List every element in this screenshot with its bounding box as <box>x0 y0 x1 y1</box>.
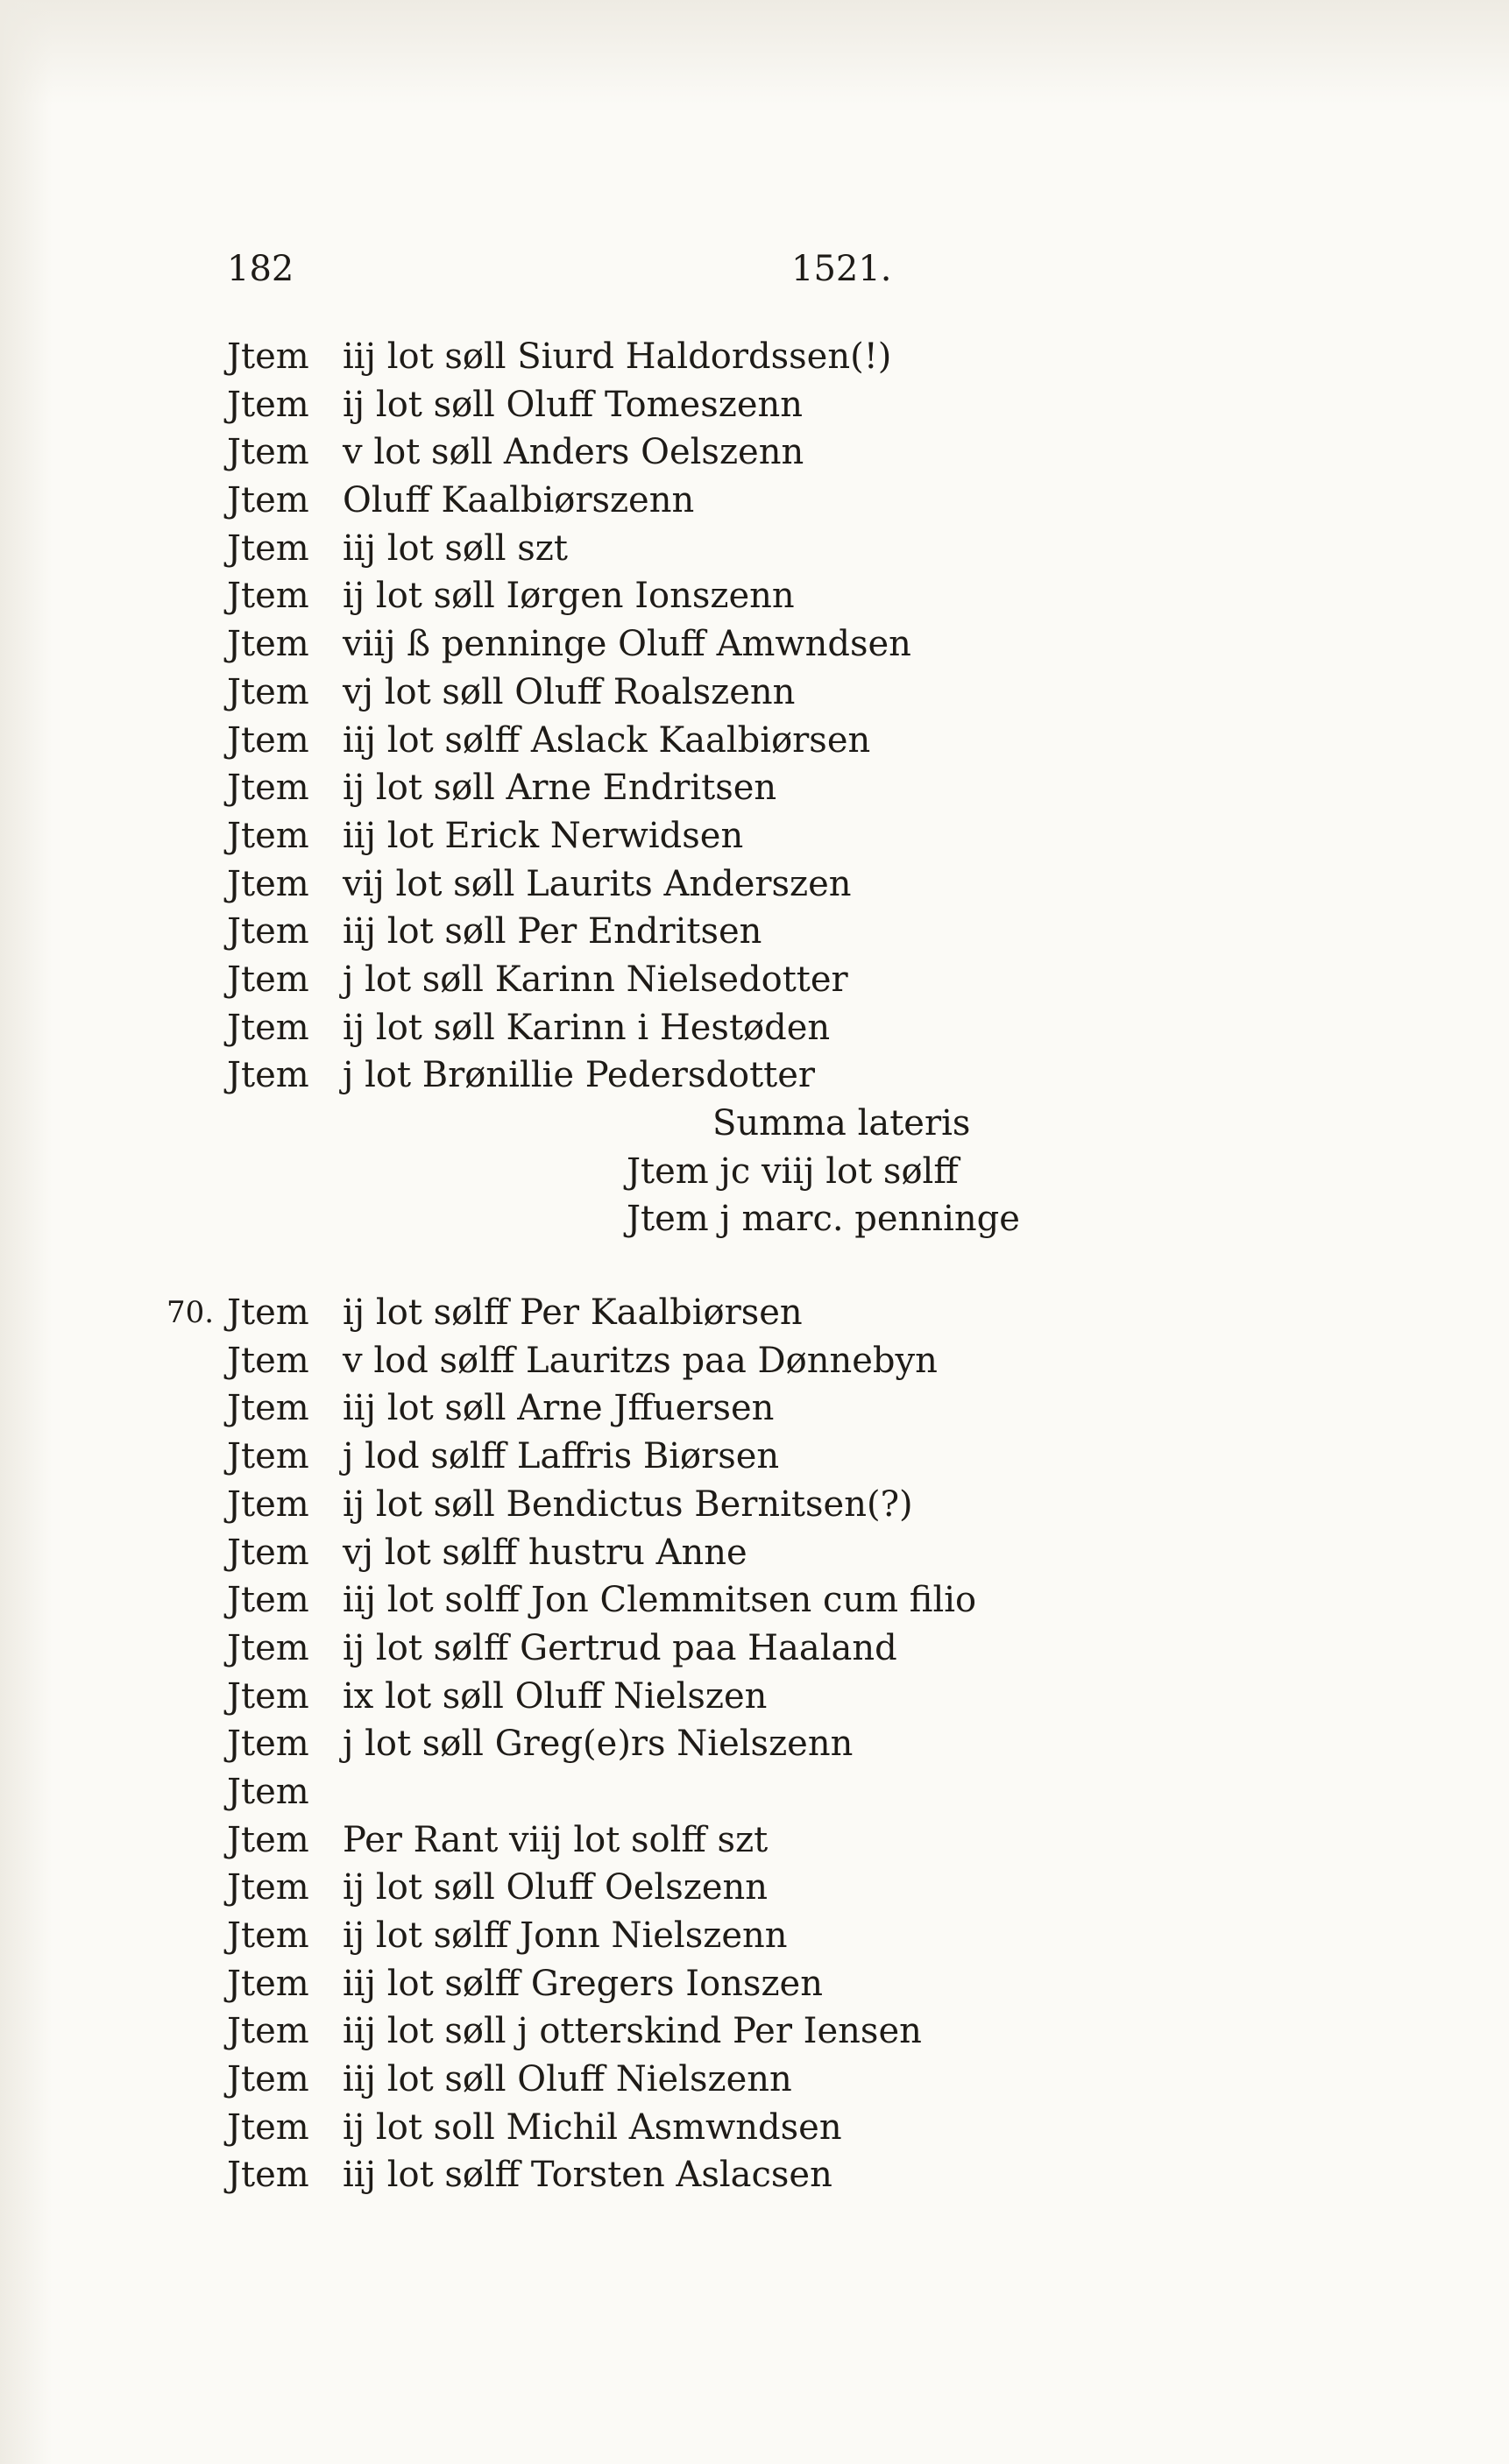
item-text: ij lot søll Karinn i Hestøden <box>343 1007 831 1048</box>
item-text: ij lot sølff Jonn Nielszenn <box>343 1915 788 1956</box>
list-item <box>227 1384 1103 1433</box>
item-keyword: Jtem <box>227 1292 309 1334</box>
item-text: iij lot søll Siurd Haldordssen(!) <box>343 336 892 377</box>
list-item <box>227 1960 1103 2008</box>
item-keyword: Jtem <box>227 432 309 473</box>
list-item <box>227 1433 1103 1481</box>
item-text: vij lot søll Laurits Anderszen <box>343 863 852 904</box>
section-gap <box>227 1243 1103 1289</box>
summa-total-silver: Jtem jc viij lot sølff <box>627 1151 959 1192</box>
item-text: iij lot sølff Aslack Kaalbiørsen <box>343 719 871 761</box>
item-keyword: Jtem <box>227 576 309 617</box>
item-keyword: Jtem <box>227 1007 309 1048</box>
item-text: ij lot søll Oluff Tomeszenn <box>343 384 804 425</box>
list-item <box>227 1912 1103 1960</box>
item-text: j lot søll Karinn Nielsedotter <box>343 959 848 1000</box>
item-text: vj lot sølff hustru Anne <box>343 1532 747 1573</box>
item-keyword: Jtem <box>227 1580 309 1621</box>
item-keyword: Jtem <box>227 1436 309 1477</box>
list-item <box>227 477 1103 525</box>
item-keyword: Jtem <box>227 815 309 856</box>
item-keyword: Jtem <box>227 2011 309 2052</box>
list-item <box>227 1529 1103 1577</box>
item-keyword: Jtem <box>227 1867 309 1908</box>
item-keyword: Jtem <box>227 2106 309 2148</box>
page-number: 182 <box>227 249 294 289</box>
list-item <box>227 956 1103 1004</box>
list-item <box>227 381 1103 429</box>
item-text: iij lot solff Jon Clemmitsen cum filio <box>343 1580 977 1621</box>
item-text: ix lot søll Oluff Nielszen <box>343 1675 768 1717</box>
item-text: iij lot Erick Nerwidsen <box>343 815 744 856</box>
item-text: iij lot søll szt <box>343 527 568 569</box>
list-item <box>227 572 1103 620</box>
item-keyword: Jtem <box>227 336 309 377</box>
margin-number: 70. <box>166 1295 215 1331</box>
list-item <box>227 1051 1103 1100</box>
item-text: iij lot sølff Torsten Aslacsen <box>343 2155 832 2196</box>
page-header <box>227 249 1036 301</box>
item-keyword: Jtem <box>227 1724 309 1765</box>
list-item <box>227 525 1103 573</box>
item-text: viij ß penninge Oluff Amwndsen <box>343 624 911 665</box>
list-item <box>227 1576 1103 1625</box>
item-keyword: Jtem <box>227 624 309 665</box>
item-keyword: Jtem <box>227 1771 309 1812</box>
item-keyword: Jtem <box>227 2155 309 2196</box>
item-text: iij lot søll j otterskind Per Iensen <box>343 2011 922 2052</box>
item-text: ij lot soll Michil Asmwndsen <box>343 2106 842 2148</box>
summa-total-money: Jtem j marc. penninge <box>627 1199 1020 1240</box>
item-keyword: Jtem <box>227 1963 309 2004</box>
list-item <box>227 1864 1103 1912</box>
item-keyword: Jtem <box>227 1627 309 1668</box>
list-item <box>166 1289 1103 1337</box>
item-text: Per Rant viij lot solff szt <box>343 1819 769 1860</box>
year-heading: 1521. <box>791 249 892 289</box>
item-text: j lot søll Greg(e)rs Nielszenn <box>343 1724 854 1765</box>
list-item <box>227 1004 1103 1052</box>
summa-label: Summa lateris <box>712 1103 971 1143</box>
list-item <box>227 333 1103 381</box>
item-text: v lod sølff Lauritzs paa Dønnebyn <box>343 1340 938 1381</box>
list-item <box>227 2056 1103 2104</box>
item-text: Oluff Kaalbiørszenn <box>343 480 695 521</box>
item-keyword: Jtem <box>227 384 309 425</box>
list-item <box>227 620 1103 669</box>
list-item <box>227 764 1103 812</box>
ledger-entries <box>166 333 1103 2199</box>
item-keyword: Jtem <box>227 911 309 952</box>
item-text: vj lot søll Oluff Roalszenn <box>343 671 796 712</box>
item-keyword: Jtem <box>227 1340 309 1381</box>
list-item <box>227 669 1103 717</box>
item-keyword: Jtem <box>227 1483 309 1525</box>
item-keyword: Jtem <box>227 671 309 712</box>
item-keyword: Jtem <box>227 1055 309 1096</box>
item-keyword: Jtem <box>227 719 309 761</box>
list-item <box>227 1768 1103 1816</box>
list-item <box>227 1625 1103 1673</box>
item-keyword: Jtem <box>227 1675 309 1717</box>
scan-shadow-top <box>0 0 1509 105</box>
list-item <box>227 1816 1103 1865</box>
item-text: j lod sølff Laffris Biørsen <box>343 1436 780 1477</box>
list-item <box>227 2151 1103 2199</box>
item-keyword: Jtem <box>227 1388 309 1429</box>
item-keyword: Jtem <box>227 1819 309 1860</box>
list-item <box>227 428 1103 477</box>
item-text: iij lot søll Per Endritsen <box>343 911 762 952</box>
item-text: iij lot søll Arne Jffuersen <box>343 1388 775 1429</box>
item-text: j lot Brønillie Pedersdotter <box>343 1055 816 1096</box>
list-item <box>227 717 1103 765</box>
list-item <box>227 812 1103 860</box>
list-item <box>227 860 1103 909</box>
list-item <box>227 2007 1103 2056</box>
item-text: ij lot søll Arne Endritsen <box>343 768 777 809</box>
item-text: ij lot sølff Per Kaalbiørsen <box>343 1292 803 1334</box>
list-item <box>227 2104 1103 2152</box>
item-keyword: Jtem <box>227 1532 309 1573</box>
scan-shadow-left <box>0 0 53 2464</box>
item-keyword: Jtem <box>227 959 309 1000</box>
item-keyword: Jtem <box>227 480 309 521</box>
list-item <box>227 1337 1103 1385</box>
list-item <box>227 1481 1103 1529</box>
item-keyword: Jtem <box>227 1915 309 1956</box>
item-keyword: Jtem <box>227 527 309 569</box>
list-item <box>227 1720 1103 1768</box>
item-text: ij lot søll Oluff Oelszenn <box>343 1867 769 1908</box>
item-text: iij lot søll Oluff Nielszenn <box>343 2059 792 2100</box>
item-text: ij lot sølff Gertrud paa Haaland <box>343 1627 897 1668</box>
list-item <box>227 1673 1103 1721</box>
list-item <box>227 908 1103 956</box>
item-keyword: Jtem <box>227 2059 309 2100</box>
item-text: ij lot søll Bendictus Bernitsen(?) <box>343 1483 913 1525</box>
item-keyword: Jtem <box>227 768 309 809</box>
item-text: ij lot søll Iørgen Ionszenn <box>343 576 795 617</box>
item-text: iij lot sølff Gregers Ionszen <box>343 1963 823 2004</box>
item-text: v lot søll Anders Oelszenn <box>343 432 804 473</box>
item-keyword: Jtem <box>227 863 309 904</box>
